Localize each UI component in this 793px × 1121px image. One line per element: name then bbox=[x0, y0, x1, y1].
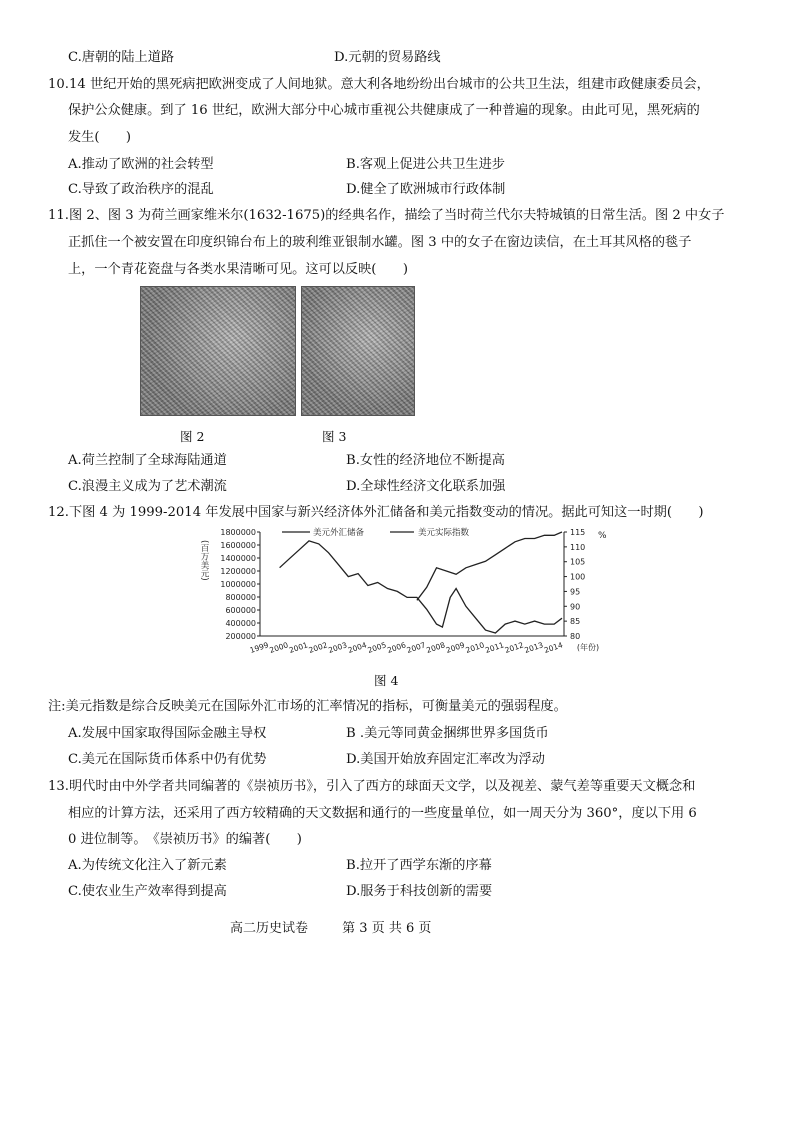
right-tick-label: 95 bbox=[570, 587, 581, 597]
q13-option-d: D.服务于科技创新的需要 bbox=[346, 884, 493, 899]
series-line-fx-reserves bbox=[417, 532, 562, 600]
x-tick-label: 2007 bbox=[405, 640, 427, 655]
x-tick-label: 2014 bbox=[542, 640, 564, 655]
left-tick-label: 200000 bbox=[225, 632, 256, 641]
x-tick-label: 2000 bbox=[268, 640, 290, 655]
x-tick-label: 2012 bbox=[503, 640, 525, 655]
q12-stem-line1: 12.下图 4 为 1999-2014 年发展中国家与新兴经济体外汇储备和美元指数变动的情况。据此可知这一时期( ) bbox=[48, 505, 704, 520]
x-tick-label: 2010 bbox=[464, 640, 486, 655]
x-tick-label: 2004 bbox=[346, 640, 368, 655]
q13-option-b: B.拉开了西学东渐的序幕 bbox=[346, 858, 492, 873]
q10-option-b: B.客观上促进公共卫生进步 bbox=[346, 157, 505, 172]
q10-stem-line2: 保护公众健康。到了 16 世纪，欧洲大部分中心城市重视公共健康成了一种普遍的现象。由此可见，黑死病的 bbox=[68, 103, 700, 118]
q11-stem-line2: 正抓住一个被安置在印度织锦台布上的玻利维亚银制水罐。图 3 中的女子在窗边读信，在土耳其风格的毯子 bbox=[68, 235, 692, 250]
figure-2-painting bbox=[140, 286, 296, 416]
q11-stem-line1: 11.图 2、图 3 为荷兰画家维米尔(1632-1675)的经典名作，描绘了当时荷兰代尔夫特城镇的日常生活。图 2 中女子 bbox=[48, 208, 725, 223]
figure-2-caption: 图 2 bbox=[180, 429, 205, 444]
page-footer bbox=[230, 917, 461, 936]
q9-option-c: C.唐朝的陆上道路 bbox=[68, 50, 175, 65]
x-axis-label: (年份) bbox=[576, 643, 600, 652]
q11-stem-line3: 上，一个青花瓷盘与各类水果清晰可见。这可以反映( ) bbox=[68, 262, 408, 277]
left-tick-label: 1000000 bbox=[220, 580, 256, 589]
left-tick-label: 1600000 bbox=[220, 541, 256, 550]
figure-4-chart-svg bbox=[192, 524, 622, 664]
q12-option-a: A.发展中国家取得国际金融主导权 bbox=[68, 726, 267, 741]
q13-option-c: C.使农业生产效率得到提高 bbox=[68, 884, 227, 899]
legend-label-index: 美元实际指数 bbox=[418, 528, 470, 538]
q13-stem-line3: 0 进位制等。 《崇祯历书》的编著( ) bbox=[68, 832, 302, 847]
x-tick-label: 2009 bbox=[444, 640, 466, 655]
q13-stem-line2: 相应的计算方法，还采用了西方较精确的天文数据和通行的一些度量单位，如一周天分为 360°，度以下用 6 bbox=[68, 806, 697, 821]
q10-stem-line3: 发生( ) bbox=[68, 130, 132, 145]
left-axis-label: (百万美元) bbox=[199, 540, 209, 581]
x-tick-label: 2011 bbox=[484, 640, 506, 655]
right-tick-label: 105 bbox=[570, 557, 586, 567]
x-tick-label: 1999 bbox=[248, 640, 270, 655]
legend-label-reserves: 美元外汇储备 bbox=[313, 528, 365, 538]
left-tick-label: 400000 bbox=[225, 619, 256, 628]
left-tick-label: 1200000 bbox=[220, 567, 256, 576]
q12-note: 注:美元指数是综合反映美元在国际外汇市场的汇率情况的指标，可衡量美元的强弱程度。 bbox=[48, 699, 567, 714]
left-tick-label: 600000 bbox=[225, 606, 256, 615]
right-tick-label: 110 bbox=[570, 542, 586, 552]
right-axis-label: % bbox=[598, 531, 607, 541]
q10-option-c: C.导致了政治秩序的混乱 bbox=[68, 182, 214, 197]
right-tick-label: 90 bbox=[570, 602, 581, 612]
footer-exam-title: 高二历史试卷 bbox=[230, 921, 309, 936]
x-tick-label: 2013 bbox=[523, 640, 545, 655]
q13-stem-line1: 13.明代时由中外学者共同编著的《崇祯历书》，引入了西方的球面天文学，以及视差、蒙气差等重要天文概念和 bbox=[48, 779, 696, 794]
q10-stem-line1: 10.14 世纪开始的黑死病把欧洲变成了人间地狱。意大利各地纷纷出台城市的公共卫生法，组建市政健康委员会， bbox=[48, 77, 710, 92]
q11-option-b: B.女性的经济地位不断提高 bbox=[346, 453, 505, 468]
q11-option-a: A.荷兰控制了全球海陆通道 bbox=[68, 453, 227, 468]
q12-option-b: B .美元等同黄金捆绑世界多国货币 bbox=[346, 726, 549, 741]
right-tick-label: 100 bbox=[570, 572, 586, 582]
q13-option-a: A.为传统文化注入了新元素 bbox=[68, 858, 227, 873]
q12-option-d: D.美国开始放弃固定汇率改为浮动 bbox=[346, 752, 545, 767]
q10-option-d: D.健全了欧洲城市行政体制 bbox=[346, 182, 506, 197]
q10-option-a: A.推动了欧洲的社会转型 bbox=[68, 157, 214, 172]
figure-4-caption: 图 4 bbox=[374, 673, 399, 688]
right-tick-label: 80 bbox=[570, 632, 581, 641]
q11-option-c: C.浪漫主义成为了艺术潮流 bbox=[68, 479, 227, 494]
left-tick-label: 800000 bbox=[225, 593, 256, 602]
left-tick-label: 1800000 bbox=[220, 528, 256, 537]
figure-4-chart bbox=[192, 524, 622, 664]
x-tick-label: 2005 bbox=[366, 640, 388, 655]
x-tick-label: 2006 bbox=[386, 640, 407, 655]
series-line-usd-index bbox=[280, 541, 562, 633]
q9-option-d: D.元朝的贸易路线 bbox=[334, 50, 441, 65]
right-tick-label: 85 bbox=[570, 617, 581, 627]
figure-3-caption: 图 3 bbox=[322, 429, 347, 444]
left-tick-label: 1400000 bbox=[220, 554, 256, 563]
x-tick-label: 2001 bbox=[287, 640, 309, 655]
q11-option-d: D.全球性经济文化联系加强 bbox=[346, 479, 506, 494]
x-tick-label: 2008 bbox=[425, 640, 447, 655]
x-tick-label: 2003 bbox=[327, 640, 349, 655]
x-tick-label: 2002 bbox=[307, 640, 329, 655]
footer-page-number: 第 3 页 共 6 页 bbox=[342, 921, 432, 936]
q12-option-c: C.美元在国际货币体系中仍有优势 bbox=[68, 752, 267, 767]
right-tick-label: 115 bbox=[570, 528, 586, 537]
figure-3-painting bbox=[301, 286, 415, 416]
